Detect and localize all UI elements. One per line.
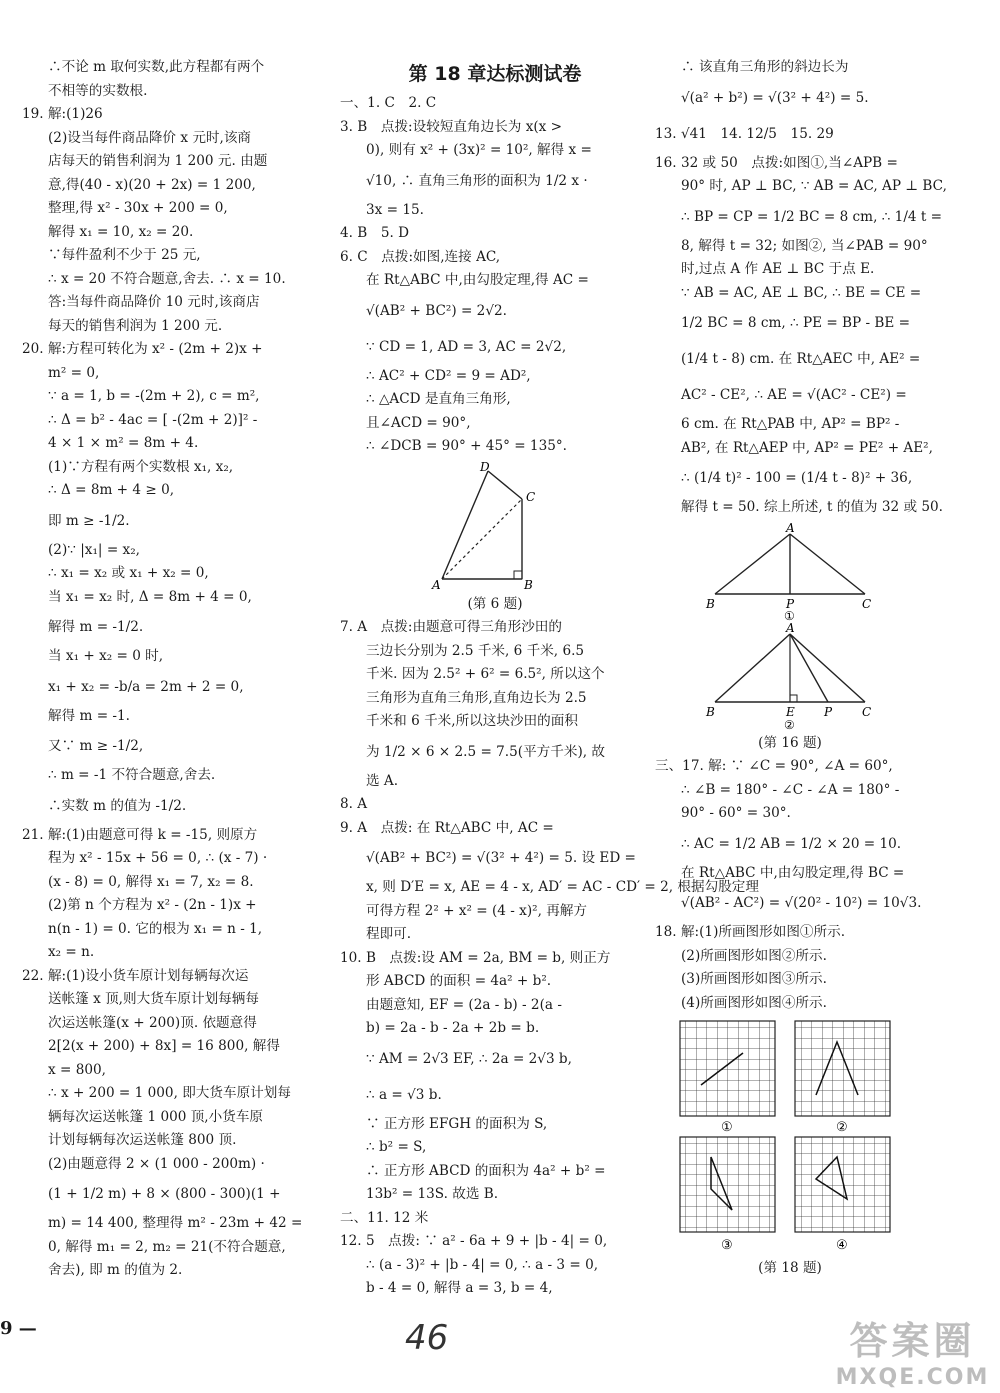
text-line: b) = 2a - b - 2a + 2b = b. (366, 1020, 540, 1036)
text-line: ∴ x = 20 不符合题意,舍去. ∴ x = 10. (48, 270, 286, 287)
text-line: 16. 32 或 50 点拨:如图①,当∠APB = (655, 154, 898, 171)
text-line: 每天的销售利润为 1 200 元. (48, 317, 223, 334)
text-line: 22. 解:(1)设小货车原计划每辆每次运 (22, 967, 249, 984)
fig16-2-label-e: E (786, 704, 795, 719)
text-line: 4 × 1 × m² = 8m + 4. (48, 435, 199, 451)
text-line: 0), 则有 x² + (3x)² = 10², 解得 x = (366, 142, 592, 158)
text-line: 解得 t = 50. 综上所述, t 的值为 32 或 50. (681, 499, 943, 515)
text-line: 7. A 点拨:由题意可得三角形沙田的 (340, 619, 562, 635)
text-line: 12. 5 点拨: ∵ a² - 6a + 9 + |b - 4| = 0, (340, 1233, 608, 1249)
text-line: 10. B 点拨:设 AM = 2a, BM = b, 则正方 (340, 949, 611, 966)
text-line: x, 则 D′E = x, AE = 4 - x, AD′ = AC - CD′ = 2, 根据勾股定理 (366, 879, 759, 895)
text-line: ∴ (a - 3)² + |b - 4| = 0, ∴ a - 3 = 0, (366, 1256, 599, 1273)
column-left (22, 56, 322, 1283)
fig18-sub1: ① (721, 1120, 733, 1135)
fig16-1-label-a: A (786, 520, 795, 535)
text-line: 90° 时, AP ⊥ BC, ∵ AB = AC, AP ⊥ BC, (681, 178, 947, 194)
text-line: 程为 x² - 15x + 56 = 0, ∴ (x - 7) · (48, 850, 268, 866)
text-line: 形 ABCD 的面积 = 4a² + b². (366, 973, 552, 989)
text-line: 计划每辆每次运送帐篷 800 顶. (48, 1132, 237, 1148)
text-line: 次运送帐篷(x + 200)顶. 依题意得 (48, 1014, 257, 1031)
text-line: (2)由题意得 2 × (1 000 - 200m) · (48, 1155, 265, 1172)
text-line: m² = 0, (48, 364, 100, 381)
figure-16-1 (700, 520, 880, 623)
text-line: √(AB² + BC²) = 2√2. (366, 302, 507, 319)
page-edge-mark: 9 — (0, 1318, 37, 1339)
text-line: (3)所画图形如图③所示. (681, 971, 827, 987)
text-line: 21. 解:(1)由题意可得 k = -15, 则原方 (22, 826, 258, 843)
text-line: √(AB² + BC²) = √(3² + 4²) = 5. 设 ED = (366, 850, 636, 866)
text-line: (2)∵ |x₁| = x₂, (48, 541, 140, 558)
text-line: 千米. 因为 2.5² + 6² = 6.5², 所以这个 (366, 666, 605, 682)
text-line: 三角形为直角三角形,直角边长为 2.5 (366, 689, 587, 706)
text-line: (2)第 n 个方程为 x² - (2n - 1)x + (48, 897, 257, 913)
text-line: 当 x₁ = x₂ 时, Δ = 8m + 4 = 0, (48, 588, 252, 605)
page-number: 46 (405, 1318, 449, 1358)
text-line: (1 + 1/2 m) + 8 × (800 - 300)(1 + (48, 1186, 281, 1202)
text-line: 店每天的销售利润为 1 200 元. 由题 (48, 153, 268, 169)
text-line: √(a² + b²) = √(3² + 4²) = 5. (681, 89, 869, 106)
text-line: x₁ + x₂ = -b/a = 2m + 2 = 0, (48, 678, 244, 695)
fig18-sub2: ② (836, 1120, 848, 1135)
text-line: x₂ = n. (48, 944, 95, 960)
text-line: 4. B 5. D (340, 225, 410, 241)
text-line: 3x = 15. (366, 201, 424, 218)
text-line: 辆每次运送帐篷 1 000 顶,小货车原 (48, 1108, 264, 1125)
text-line: ∴ x₁ = x₂ 或 x₁ + x₂ = 0, (48, 565, 209, 581)
text-line: n(n - 1) = 0. 它的根为 x₁ = n - 1, (48, 920, 263, 937)
text-line: 三边长分别为 2.5 千米, 6 千米, 6.5 (366, 642, 585, 659)
fig6-label-b: B (524, 577, 533, 592)
text-line: 当 x₁ + x₂ = 0 时, (48, 648, 164, 664)
fig18-sub3: ③ (721, 1238, 733, 1253)
text-line: √10, ∴ 直角三角形的面积为 1/2 x · (366, 172, 588, 189)
text-line: ∴ x + 200 = 1 000, 即大货车原计划每 (48, 1085, 291, 1101)
text-line: 由题意知, EF = (2a - b) - 2(a - (366, 996, 562, 1013)
text-line: ∴ a = √3 b. (366, 1086, 442, 1103)
text-line: ∴ BP = CP = 1/2 BC = 8 cm, ∴ 1/4 t = (681, 208, 943, 225)
text-line: ∴ AC = 1/2 AB = 1/2 × 20 = 10. (681, 835, 902, 852)
text-line: 解得 m = -1. (48, 707, 130, 724)
watermark (830, 1310, 995, 1390)
text-line: 答:当每件商品降价 10 元时,该商店 (48, 294, 260, 310)
text-line: ∴ Δ = 8m + 4 ≥ 0, (48, 482, 175, 498)
text-line: ∴ 正方形 ABCD 的面积为 4a² + b² = (366, 1162, 606, 1179)
text-line: 千米和 6 千米,所以这块沙田的面积 (366, 713, 578, 729)
text-line: ∵ AB = AC, AE ⊥ BC, ∴ BE = CE = (681, 284, 922, 301)
text-line: 即 m ≥ -1/2. (48, 512, 130, 529)
watermark-line2: MXQE.COM (835, 1365, 990, 1390)
text-line: b - 4 = 0, 解得 a = 3, b = 4, (366, 1280, 553, 1296)
fig16-sub1: ① (784, 608, 795, 623)
text-line: 不相等的实数根. (48, 82, 148, 99)
text-line: 程即可. (366, 926, 412, 942)
text-line: ∵ CD = 1, AD = 3, AC = 2√2, (366, 338, 567, 355)
text-line: (2)所画图形如图②所示. (681, 947, 827, 964)
figure-6 (430, 461, 560, 591)
text-line: ∴ ∠DCB = 90° + 45° = 135°. (366, 438, 567, 454)
text-line: ∴不论 m 取何实数,此方程都有两个 (48, 59, 265, 75)
fig16-sub2: ② (784, 717, 795, 732)
text-line: 送帐篷 x 顶,则大货车原计划每辆每 (48, 991, 259, 1007)
text-line: 解得 x₁ = 10, x₂ = 20. (48, 223, 194, 240)
text-line: 舍去), 即 m 的值为 2. (48, 1262, 183, 1278)
text-line: 18. 解:(1)所画图形如图①所示. (655, 924, 846, 940)
fig16-1-label-c: C (862, 596, 872, 611)
text-line: 解得 m = -1/2. (48, 619, 144, 635)
watermark-line1: 答案圈 (849, 1319, 976, 1363)
text-line: 0, 解得 m₁ = 2, m₂ = 21(不符合题意, (48, 1238, 286, 1255)
text-line: 三、17. 解: ∵ ∠C = 90°, ∠A = 60°, (655, 758, 893, 774)
fig6-label-a: A (432, 577, 441, 592)
chapter-title: 第 18 章达标测试卷 (408, 63, 582, 85)
grid-3 (680, 1137, 775, 1232)
grid-2 (795, 1021, 890, 1116)
text-line: 且∠ACD = 90°, (366, 414, 471, 431)
text-line: (x - 8) = 0, 解得 x₁ = 7, x₂ = 8. (48, 873, 254, 890)
text-line: 20. 解:方程可转化为 x² - (2m + 2)x + (22, 341, 263, 357)
text-line: 一、1. C 2. C (340, 95, 437, 111)
text-line: ∴ (1/4 t)² - 100 = (1/4 t - 8)² + 36, (681, 470, 913, 486)
fig16-2-label-b: B (706, 704, 715, 719)
text-line: 2[2(x + 200) + 8x] = 16 800, 解得 (48, 1038, 280, 1054)
fig16-2-label-a: A (786, 620, 795, 635)
text-line: ∵ AM = 2√3 EF, ∴ 2a = 2√3 b, (366, 1050, 572, 1067)
text-line: 可得方程 2² + x² = (4 - x)², 再解方 (366, 902, 588, 919)
text-line: AB², 在 Rt△AEP 中, AP² = PE² + AE², (681, 439, 933, 456)
text-line: 1/2 BC = 8 cm, ∴ PE = BP - BE = (681, 315, 911, 331)
text-line: ∵每件盈利不少于 25 元, (48, 247, 201, 263)
text-line: ∴ AC² + CD² = 9 = AD², (366, 367, 531, 384)
text-line: 整理,得 x² - 30x + 200 = 0, (48, 200, 228, 216)
fig16-1-label-p: P (786, 596, 795, 611)
text-line: 意,得(40 - x)(20 + 2x) = 1 200, (48, 176, 256, 193)
figure-18 (675, 1017, 905, 1255)
text-line: 6. C 点拨:如图,连接 AC, (340, 248, 501, 265)
text-line: ∴ ∠B = 180° - ∠C - ∠A = 180° - (681, 781, 900, 798)
text-line: (1/4 t - 8) cm. 在 Rt△AEC 中, AE² = (681, 351, 921, 367)
fig6-label-c: C (526, 489, 536, 504)
text-line: 又∵ m ≥ -1/2, (48, 738, 144, 754)
text-line: ∵ a = 1, b = -(2m + 2), c = m², (48, 388, 260, 404)
grid-4 (795, 1137, 890, 1232)
text-line: (2)设当每件商品降价 x 元时,该商 (48, 129, 252, 146)
text-line: ∴ △ACD 是直角三角形, (366, 391, 511, 407)
text-line: ∴ m = -1 不符合题意,舍去. (48, 767, 216, 783)
text-line: AC² - CE², ∴ AE = √(AC² - CE²) = (681, 387, 907, 403)
text-line: x = 800, (48, 1061, 106, 1078)
text-line: 3. B 点拨:设较短直角边长为 x(x > (340, 118, 563, 135)
text-line: 13b² = 13S. 故选 B. (366, 1186, 499, 1202)
text-line: 6 cm. 在 Rt△PAB 中, AP² = BP² - (681, 416, 900, 432)
text-line: 90° - 60° = 30°. (681, 805, 791, 821)
figure-16-2 (700, 622, 880, 730)
text-line: √(AB² - AC²) = √(20² - 10²) = 10√3. (681, 895, 922, 911)
text-line: ∴ Δ = b² - 4ac = [ -(2m + 2)]² - (48, 411, 258, 428)
text-line: (4)所画图形如图④所示. (681, 994, 827, 1011)
column-right (655, 56, 947, 1281)
fig16-2-label-c: C (862, 704, 872, 719)
text-line: 13. √41 14. 12/5 15. 29 (655, 125, 834, 142)
fig16-caption: (第 16 题) (758, 734, 822, 751)
text-line: 9. A 点拨: 在 Rt△ABC 中, AC = (340, 819, 554, 836)
text-line: 时,过点 A 作 AE ⊥ BC 于点 E. (681, 261, 875, 277)
grid-1 (680, 1021, 775, 1116)
text-line: ∴ b² = S, (366, 1139, 427, 1155)
text-line: m) = 14 400, 整理得 m² - 23m + 42 = (48, 1215, 303, 1231)
text-line: 在 Rt△ABC 中,由勾股定理,得 AC = (366, 272, 589, 288)
text-line: ∵ 正方形 EFGH 的面积为 S, (366, 1115, 548, 1132)
text-line: 8. A (340, 796, 368, 812)
text-line: 8, 解得 t = 32; 如图②, 当∠PAB = 90° (681, 237, 928, 254)
fig6-label-d: D (480, 459, 490, 474)
fig18-sub4: ④ (836, 1238, 848, 1253)
text-line: 在 Rt△ABC 中,由勾股定理,得 BC = (681, 864, 905, 881)
text-line: 19. 解:(1)26 (22, 106, 103, 122)
text-line: ∴实数 m 的值为 -1/2. (48, 797, 187, 814)
text-line: ∴ 该直角三角形的斜边长为 (681, 59, 849, 75)
fig18-caption: (第 18 题) (758, 1260, 822, 1276)
fig6-caption: (第 6 题) (467, 595, 523, 612)
fig16-2-label-p: P (824, 704, 833, 719)
text-line: 选 A. (366, 772, 399, 789)
text-line: (1)∵方程有两个实数根 x₁, x₂, (48, 458, 234, 475)
fig16-1-label-b: B (706, 596, 715, 611)
text-line: 二、11. 12 米 (340, 1209, 429, 1226)
text-line: 为 1/2 × 6 × 2.5 = 7.5(平方千米), 故 (366, 743, 605, 760)
